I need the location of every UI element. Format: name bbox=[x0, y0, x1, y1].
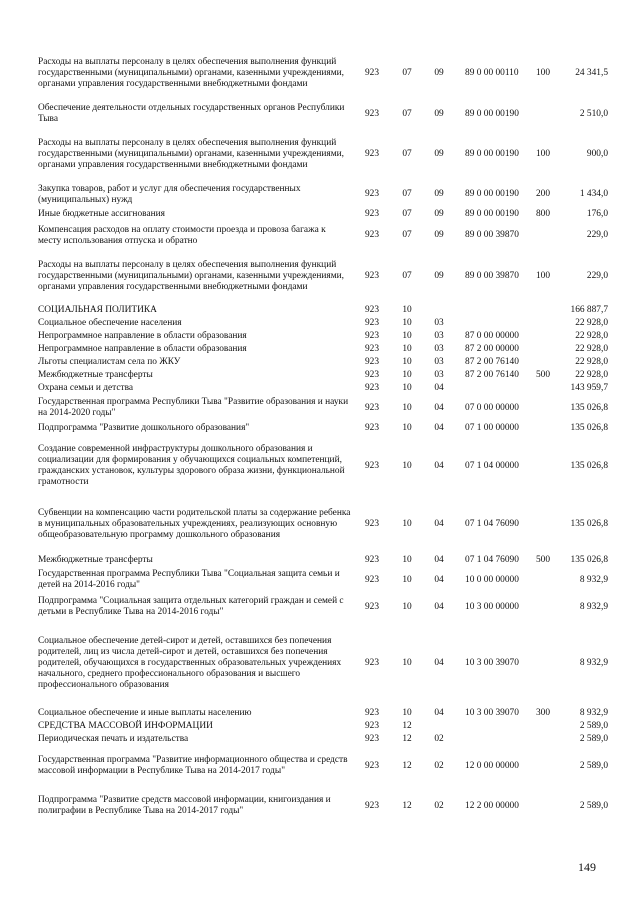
section-cell: 10 bbox=[402, 707, 412, 718]
section-cell: 12 bbox=[402, 760, 412, 771]
page-number: 149 bbox=[578, 860, 596, 874]
ved-cell: 923 bbox=[364, 230, 380, 240]
table-row bbox=[38, 369, 608, 382]
table-row bbox=[38, 317, 608, 330]
row-name: Государственная программа Республики Тыва "Социальная защита семьи и детей на 2014-2016 годы" bbox=[38, 569, 340, 590]
row-name: СОЦИАЛЬНАЯ ПОЛИТИКА bbox=[38, 305, 157, 315]
section-cell: 07 bbox=[402, 189, 412, 199]
ved-cell: 923 bbox=[364, 370, 380, 380]
expense-type-cell: 300 bbox=[535, 707, 551, 718]
row-name: Государственная программа Республики Тыва "Развитие образования и науки на 2014-2020 годы" bbox=[38, 397, 349, 418]
table-row bbox=[38, 720, 608, 732]
ved-cell: 923 bbox=[364, 271, 380, 281]
target-article-cell: 89 0 00 00190 bbox=[465, 149, 519, 159]
row-name: Компенсация расходов на оплату стоимости проезда и провоза багажа к месту использования отпуска и обратно bbox=[38, 224, 326, 246]
target-article-cell: 87 2 00 76140 bbox=[465, 370, 519, 380]
expense-type-cell: 500 bbox=[535, 554, 551, 565]
ved-cell: 923 bbox=[364, 209, 380, 219]
subsection-cell: 03 bbox=[434, 370, 444, 380]
row-name: Непрограммное направление в области образования bbox=[38, 331, 247, 341]
amount-cell: 22 928,0 bbox=[575, 331, 608, 341]
table-row bbox=[38, 127, 608, 182]
subsection-cell: 09 bbox=[434, 68, 444, 78]
amount-cell: 2 589,0 bbox=[579, 800, 608, 811]
table-row bbox=[38, 786, 608, 826]
subsection-cell: 04 bbox=[434, 554, 444, 565]
section-cell: 07 bbox=[402, 108, 412, 119]
section-cell: 10 bbox=[402, 519, 412, 529]
table-row bbox=[38, 496, 608, 553]
table-row bbox=[38, 593, 608, 621]
section-cell: 07 bbox=[402, 149, 412, 159]
section-cell: 12 bbox=[402, 733, 412, 744]
ved-cell: 923 bbox=[364, 760, 380, 771]
expense-type-cell: 100 bbox=[535, 271, 551, 281]
table-row bbox=[38, 356, 608, 369]
amount-cell: 900,0 bbox=[586, 149, 608, 159]
row-name: Субвенции на компенсацию части родительской платы за содержание ребенка в муниципальных образовательных учреждениях, реализующих основную общеобразовательную программу дошкольного образования bbox=[38, 508, 351, 540]
amount-cell: 22 928,0 bbox=[575, 344, 608, 354]
ved-cell: 923 bbox=[364, 707, 380, 718]
subsection-cell: 04 bbox=[434, 383, 444, 393]
target-article-cell: 89 0 00 00190 bbox=[465, 108, 519, 119]
ved-cell: 923 bbox=[364, 331, 380, 341]
row-name: Социальное обеспечение детей-сирот и детей, оставшихся без попечения родителей, лиц из числа детей-сирот и детей, оставшихся без попечения родителей, обучающихся в государственных образовательных учреждениях начального, среднего профессионального образования и высшего профессионального образования bbox=[38, 636, 342, 690]
subsection-cell: 04 bbox=[434, 707, 444, 718]
row-name: Межбюджетные трансферты bbox=[38, 370, 153, 380]
table-row bbox=[38, 732, 608, 746]
ved-cell: 923 bbox=[364, 519, 380, 529]
amount-cell: 176,0 bbox=[586, 209, 608, 219]
section-cell: 10 bbox=[402, 305, 412, 315]
ved-cell: 923 bbox=[364, 800, 380, 811]
target-article-cell: 87 2 00 76140 bbox=[465, 357, 519, 367]
subsection-cell: 09 bbox=[434, 230, 444, 240]
amount-cell: 229,0 bbox=[586, 271, 608, 281]
row-name: Иные бюджетные ассигнования bbox=[38, 209, 165, 219]
target-article-cell: 89 0 00 39870 bbox=[465, 230, 519, 240]
row-name: Создание современной инфраструктуры дошкольного образования и социализации для формирования у обучающихся социальных компетенций, гражданских установок, культуры здорового образа жизни, функциональной грамотности bbox=[38, 444, 345, 487]
table-row bbox=[38, 304, 608, 317]
target-article-cell: 10 3 00 39070 bbox=[465, 707, 519, 718]
expense-type-cell: 100 bbox=[535, 68, 551, 78]
amount-cell: 135 026,8 bbox=[570, 423, 608, 433]
amount-cell: 22 928,0 bbox=[575, 370, 608, 380]
ved-cell: 923 bbox=[364, 357, 380, 367]
target-article-cell: 89 0 00 39870 bbox=[465, 271, 519, 281]
subsection-cell: 03 bbox=[434, 331, 444, 341]
ved-cell: 923 bbox=[364, 733, 380, 744]
amount-cell: 135 026,8 bbox=[570, 519, 608, 529]
table-row bbox=[38, 621, 608, 706]
amount-cell: 22 928,0 bbox=[575, 357, 608, 367]
ved-cell: 923 bbox=[364, 108, 380, 119]
table-row bbox=[38, 182, 608, 207]
section-cell: 07 bbox=[402, 209, 412, 219]
ved-cell: 923 bbox=[364, 305, 380, 315]
expense-type-cell: 100 bbox=[535, 149, 551, 159]
subsection-cell: 09 bbox=[434, 189, 444, 199]
row-name: Периодическая печать и издательства bbox=[38, 733, 189, 744]
expense-type-cell: 800 bbox=[535, 209, 551, 219]
subsection-cell: 03 bbox=[434, 357, 444, 367]
budget-table bbox=[38, 46, 608, 826]
amount-cell: 8 932,9 bbox=[579, 574, 608, 585]
table-row bbox=[38, 207, 608, 222]
row-name: Льготы специалистам села по ЖКУ bbox=[38, 357, 181, 367]
amount-cell: 2 589,0 bbox=[579, 760, 608, 771]
row-name: Социальное обеспечение и иные выплаты населению bbox=[38, 707, 252, 718]
section-cell: 07 bbox=[402, 68, 412, 78]
row-name: Обеспечение деятельности отдельных государственных органов Республики Тыва bbox=[38, 103, 345, 124]
row-name: Расходы на выплаты персоналу в целях обеспечения выполнения функций государственными (муниципальными) органами, казенными учреждениями, органами управления государственными внебюджетными фондами bbox=[38, 57, 345, 89]
target-article-cell: 89 0 00 00190 bbox=[465, 189, 519, 199]
ved-cell: 923 bbox=[364, 189, 380, 199]
ved-cell: 923 bbox=[364, 554, 380, 565]
table-row bbox=[38, 706, 608, 720]
table-row bbox=[38, 436, 608, 496]
section-cell: 12 bbox=[402, 720, 412, 731]
row-name: Межбюджетные трансферты bbox=[38, 554, 153, 565]
amount-cell: 135 026,8 bbox=[570, 402, 608, 413]
section-cell: 07 bbox=[402, 271, 412, 281]
amount-cell: 1 434,0 bbox=[579, 189, 608, 199]
amount-cell: 8 932,9 bbox=[579, 601, 608, 612]
target-article-cell: 89 0 00 00110 bbox=[465, 68, 519, 78]
amount-cell: 8 932,9 bbox=[579, 707, 608, 718]
table-row bbox=[38, 343, 608, 356]
table-row bbox=[38, 222, 608, 249]
target-article-cell: 07 1 04 76090 bbox=[465, 519, 519, 529]
amount-cell: 8 932,9 bbox=[579, 658, 608, 668]
amount-cell: 229,0 bbox=[586, 230, 608, 240]
ved-cell: 923 bbox=[364, 318, 380, 328]
section-cell: 10 bbox=[402, 574, 412, 585]
target-article-cell: 10 3 00 00000 bbox=[465, 601, 519, 612]
target-article-cell: 07 1 04 00000 bbox=[465, 460, 519, 471]
expense-type-cell: 500 bbox=[535, 370, 551, 380]
amount-cell: 166 887,7 bbox=[570, 305, 608, 315]
subsection-cell: 04 bbox=[434, 519, 444, 529]
ved-cell: 923 bbox=[364, 383, 380, 393]
table-row bbox=[38, 567, 608, 593]
amount-cell: 24 341,5 bbox=[575, 68, 608, 78]
subsection-cell: 04 bbox=[434, 460, 444, 471]
amount-cell: 135 026,8 bbox=[570, 460, 608, 471]
row-name: Подпрограмма "Развитие средств массовой информации, книгоиздания и полиграфии в Республике Тыва на 2014-2017 годы" bbox=[38, 795, 331, 816]
section-cell: 10 bbox=[402, 423, 412, 433]
row-name: Подпрограмма "Социальная защита отдельных категорий граждан и семей с детьми в Республике Тыва на 2014-2016 годы" bbox=[38, 596, 344, 617]
section-cell: 10 bbox=[402, 383, 412, 393]
subsection-cell: 04 bbox=[434, 423, 444, 433]
row-name: Подпрограмма "Развитие дошкольного образования" bbox=[38, 423, 250, 433]
row-name: Охрана семьи и детства bbox=[38, 383, 134, 393]
section-cell: 10 bbox=[402, 658, 412, 668]
subsection-cell: 02 bbox=[434, 760, 444, 771]
section-cell: 10 bbox=[402, 344, 412, 354]
table-row bbox=[38, 249, 608, 304]
row-name: Расходы на выплаты персоналу в целях обеспечения выполнения функций государственными (муниципальными) органами, казенными учреждениями, органами управления государственными внебюджетными фондами bbox=[38, 138, 345, 170]
row-name: Социальное обеспечение населения bbox=[38, 318, 182, 328]
table-row bbox=[38, 395, 608, 421]
section-cell: 10 bbox=[402, 460, 412, 471]
target-article-cell: 12 0 00 00000 bbox=[465, 760, 519, 771]
target-article-cell: 12 2 00 00000 bbox=[465, 800, 519, 811]
target-article-cell: 10 0 00 00000 bbox=[465, 574, 519, 585]
target-article-cell: 87 2 00 00000 bbox=[465, 344, 519, 354]
row-name: Расходы на выплаты персоналу в целях обеспечения выполнения функций государственными (муниципальными) органами, казенными учреждениями, органами управления государственными внебюджетными фондами bbox=[38, 260, 345, 292]
target-article-cell: 07 0 00 00000 bbox=[465, 402, 519, 413]
section-cell: 07 bbox=[402, 230, 412, 240]
ved-cell: 923 bbox=[364, 149, 380, 159]
amount-cell: 22 928,0 bbox=[575, 318, 608, 328]
ved-cell: 923 bbox=[364, 344, 380, 354]
section-cell: 12 bbox=[402, 800, 412, 811]
ved-cell: 923 bbox=[364, 423, 380, 433]
subsection-cell: 09 bbox=[434, 108, 444, 119]
target-article-cell: 07 1 04 76090 bbox=[465, 554, 519, 565]
subsection-cell: 02 bbox=[434, 733, 444, 744]
section-cell: 10 bbox=[402, 370, 412, 380]
table-row bbox=[38, 330, 608, 343]
amount-cell: 2 510,0 bbox=[579, 108, 608, 119]
table-row bbox=[38, 421, 608, 436]
row-name: Государственная программа "Развитие информационного общества и средств массовой информации в Республике Тыва на 2014-2017 годы" bbox=[38, 755, 348, 776]
expense-type-cell: 200 bbox=[535, 189, 551, 199]
subsection-cell: 04 bbox=[434, 601, 444, 612]
subsection-cell: 09 bbox=[434, 149, 444, 159]
subsection-cell: 02 bbox=[434, 800, 444, 811]
amount-cell: 143 959,7 bbox=[570, 383, 608, 393]
subsection-cell: 03 bbox=[434, 344, 444, 354]
target-article-cell: 89 0 00 00190 bbox=[465, 209, 519, 219]
target-article-cell: 10 3 00 39070 bbox=[465, 658, 519, 668]
amount-cell: 2 589,0 bbox=[579, 720, 608, 731]
section-cell: 10 bbox=[402, 357, 412, 367]
ved-cell: 923 bbox=[364, 574, 380, 585]
section-cell: 10 bbox=[402, 554, 412, 565]
table-row bbox=[38, 46, 608, 101]
ved-cell: 923 bbox=[364, 402, 380, 413]
row-name: СРЕДСТВА МАССОВОЙ ИНФОРМАЦИИ bbox=[38, 720, 213, 731]
section-cell: 10 bbox=[402, 601, 412, 612]
target-article-cell: 07 1 00 00000 bbox=[465, 423, 519, 433]
amount-cell: 135 026,8 bbox=[570, 554, 608, 565]
row-name: Закупка товаров, работ и услуг для обеспечения государственных (муниципальных) нужд bbox=[38, 183, 301, 205]
ved-cell: 923 bbox=[364, 460, 380, 471]
ved-cell: 923 bbox=[364, 658, 380, 668]
section-cell: 10 bbox=[402, 402, 412, 413]
subsection-cell: 04 bbox=[434, 574, 444, 585]
target-article-cell: 87 0 00 00000 bbox=[465, 331, 519, 341]
table-row bbox=[38, 101, 608, 127]
section-cell: 10 bbox=[402, 318, 412, 328]
subsection-cell: 03 bbox=[434, 318, 444, 328]
amount-cell: 2 589,0 bbox=[579, 733, 608, 744]
ved-cell: 923 bbox=[364, 720, 380, 731]
ved-cell: 923 bbox=[364, 68, 380, 78]
table-row bbox=[38, 746, 608, 786]
subsection-cell: 04 bbox=[434, 658, 444, 668]
section-cell: 10 bbox=[402, 331, 412, 341]
ved-cell: 923 bbox=[364, 601, 380, 612]
subsection-cell: 09 bbox=[434, 209, 444, 219]
subsection-cell: 09 bbox=[434, 271, 444, 281]
table-row bbox=[38, 553, 608, 567]
subsection-cell: 04 bbox=[434, 402, 444, 413]
table-row bbox=[38, 382, 608, 395]
row-name: Непрограммное направление в области образования bbox=[38, 344, 247, 354]
